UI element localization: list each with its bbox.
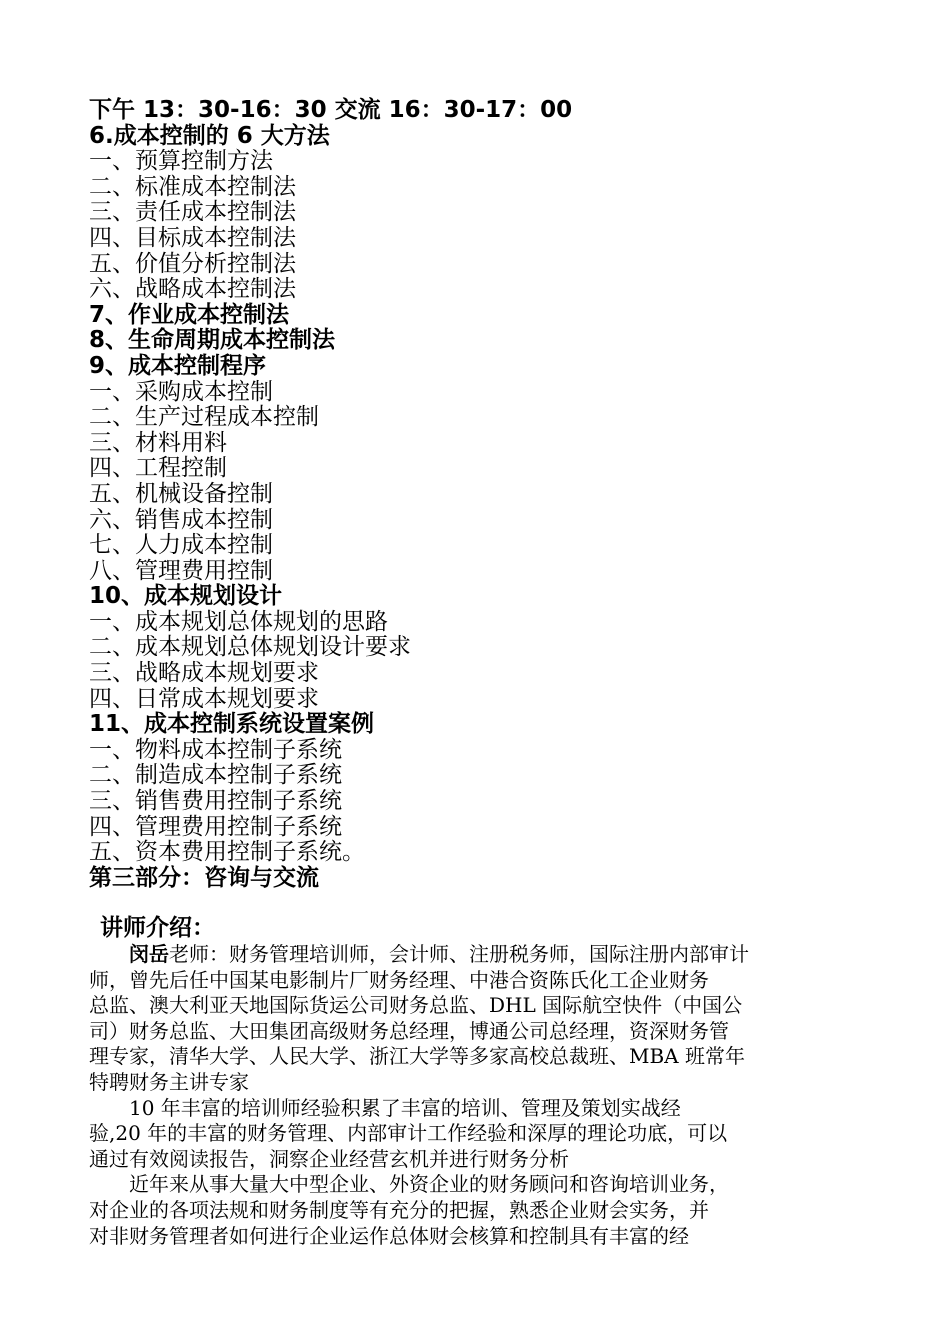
bio-line	[89, 993, 889, 1019]
bio-text: 验,20 年的丰富的财务管理、内部审计工作经验和深厚的理论功底，可以	[89, 1121, 728, 1146]
bio-line	[89, 1224, 889, 1250]
bio-line	[89, 942, 889, 968]
section-item: 三、战略成本规划要求	[89, 660, 319, 687]
section-item: 二、制造成本控制子系统	[89, 762, 342, 789]
section-item: 二、标准成本控制法	[89, 173, 296, 200]
bio-text: 老师：财务管理培训师，会计师、注册税务师，国际注册内部审计	[169, 942, 749, 966]
section-item: 八、管理费用控制	[89, 557, 273, 584]
section-item: 三、材料用料	[89, 429, 227, 456]
instructor-name: 闵岳	[129, 942, 169, 966]
bio-text: 特聘财务主讲专家	[89, 1069, 249, 1094]
section-heading: 8、生命周期成本控制法	[89, 327, 336, 354]
bio-line	[89, 1044, 889, 1070]
section-heading: 10、成本规划设计	[89, 583, 283, 610]
bio-line	[89, 1198, 889, 1224]
bio-line	[89, 1019, 889, 1045]
bio-line	[89, 1096, 889, 1122]
bio-text: 总监、澳大利亚天地国际货运公司财务总监、DHL 国际航空快件（中国公	[89, 993, 743, 1018]
bio-paragraph-3	[89, 1172, 889, 1249]
bio-text: 师，曾先后任中国某电影制片厂财务经理、中港合资陈氏化工企业财务	[89, 967, 709, 992]
bio-line	[89, 1121, 889, 1147]
bio-paragraph-2	[89, 1096, 889, 1173]
bio-text: 对企业的各项法规和财务制度等有充分的把握，熟悉企业财会实务，并	[89, 1197, 709, 1222]
section-item: 四、日常成本规划要求	[89, 685, 319, 712]
section-item: 五、机械设备控制	[89, 480, 273, 507]
section-heading: 7、作业成本控制法	[89, 301, 290, 328]
bio-paragraph-1	[89, 942, 889, 1096]
bio-line	[89, 1070, 889, 1096]
section-item: 六、销售成本控制	[89, 506, 273, 533]
section-item: 五、资本费用控制子系统。	[89, 839, 365, 866]
instructor-bio	[89, 942, 889, 1249]
section-item: 三、销售费用控制子系统	[89, 788, 342, 815]
instructor-intro-title: 讲师介绍：	[100, 915, 215, 942]
section-item: 四、工程控制	[89, 455, 227, 482]
outline-sections	[89, 124, 889, 866]
section-item: 五、价值分析控制法	[89, 250, 296, 277]
section-item: 四、目标成本控制法	[89, 224, 296, 251]
section-item: 三、责任成本控制法	[89, 199, 296, 226]
bio-text: 对非财务管理者如何进行企业运作总体财会核算和控制具有丰富的经	[89, 1223, 689, 1248]
section-item: 一、成本规划总体规划的思路	[89, 608, 388, 635]
section-item: 一、物料成本控制子系统	[89, 736, 342, 763]
section-item: 二、生产过程成本控制	[89, 404, 319, 431]
section-heading: 9、成本控制程序	[89, 352, 267, 379]
bio-text: 通过有效阅读报告，洞察企业经营玄机并进行财务分析	[89, 1146, 569, 1171]
section-item: 一、采购成本控制	[89, 378, 273, 405]
section-item: 一、预算控制方法	[89, 148, 273, 175]
section-heading: 6.成本控制的 6 大方法	[89, 122, 330, 149]
blank-spacer	[89, 891, 889, 916]
section-item: 六、战略成本控制法	[89, 276, 296, 303]
schedule-line: 下午 13：30-16：30 交流 16：30-17：00	[89, 97, 573, 123]
bio-text: 近年来从事大量大中型企业、外资企业的财务顾问和咨询培训业务，	[129, 1172, 729, 1197]
document-page	[89, 98, 889, 1249]
section-heading: 11、成本控制系统设置案例	[89, 711, 375, 738]
bio-line	[89, 1172, 889, 1198]
bio-text: 10 年丰富的培训师经验积累了丰富的培训、管理及策划实战经	[129, 1095, 681, 1120]
bio-line	[89, 1147, 889, 1173]
bio-line	[89, 968, 889, 994]
bio-text: 司）财务总监、大田集团高级财务总经理，博通公司总经理，资深财务管	[89, 1018, 729, 1043]
section-item: 二、成本规划总体规划设计要求	[89, 634, 411, 661]
part-three-heading: 第三部分：咨询与交流	[89, 864, 319, 891]
bio-text: 理专家，清华大学、人民大学、浙江大学等多家高校总裁班、MBA 班常年	[89, 1044, 745, 1069]
section-item: 七、人力成本控制	[89, 532, 273, 559]
section-item: 四、管理费用控制子系统	[89, 813, 342, 840]
